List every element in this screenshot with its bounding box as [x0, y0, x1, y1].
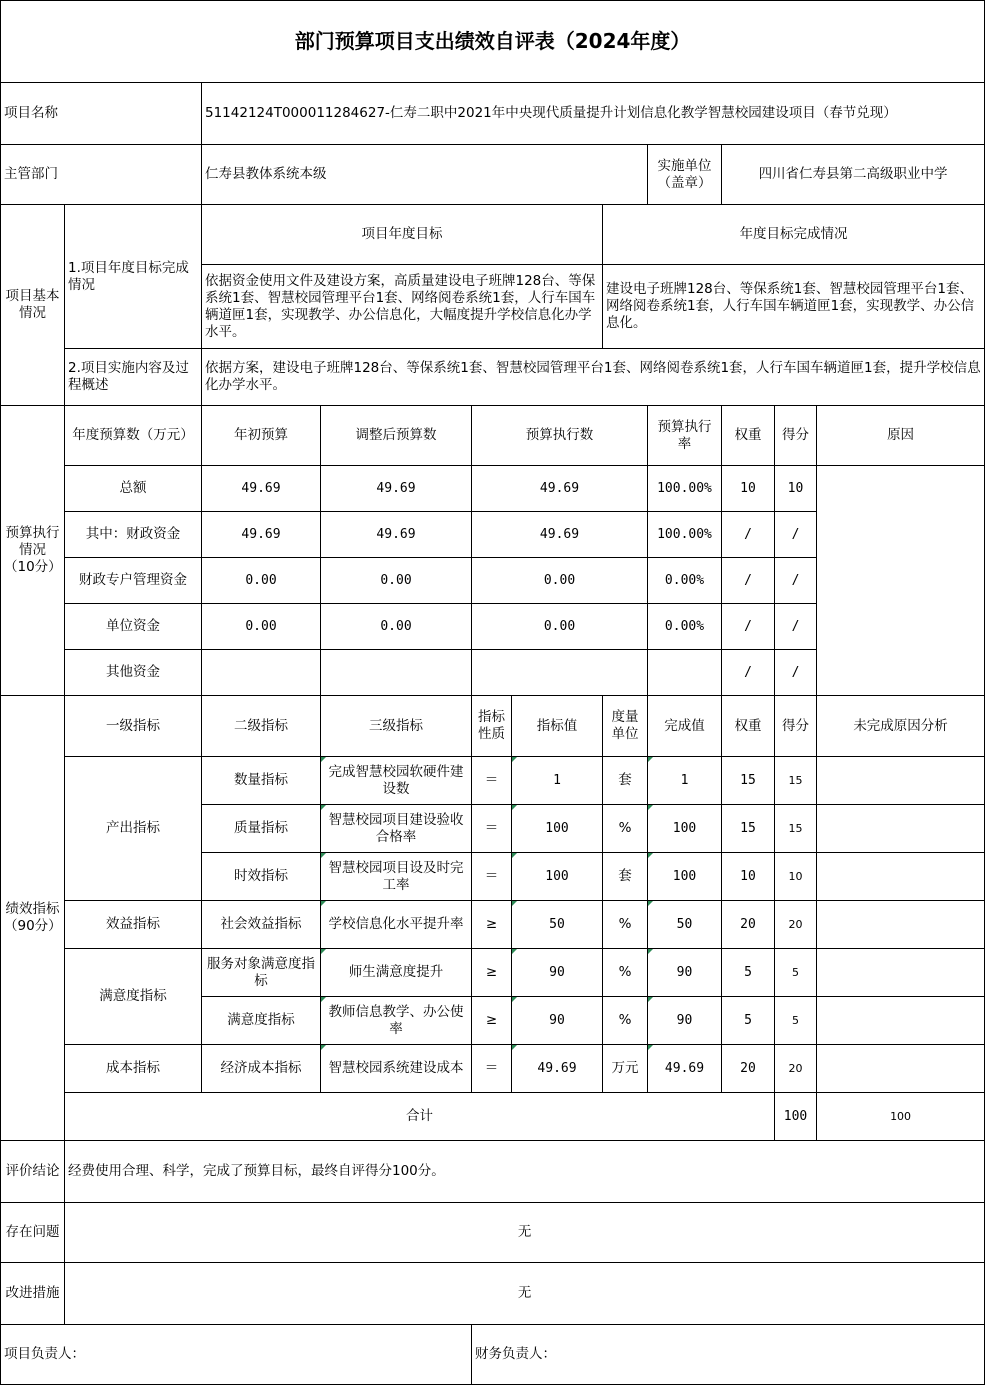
- perf-cell: 100: [512, 805, 603, 853]
- perf-cell: 社会效益指标: [202, 901, 321, 949]
- perf-cell: ＝: [472, 1045, 512, 1093]
- perf-cell: 满意度指标: [202, 997, 321, 1045]
- budget-cell: 0.00: [321, 558, 472, 604]
- perf-cell: 20: [722, 901, 775, 949]
- perf-cell: 5: [722, 997, 775, 1045]
- perf-cell: [817, 805, 985, 853]
- perf-cell: ＝: [472, 757, 512, 805]
- perf-cell: 90: [512, 997, 603, 1045]
- total-weight: 100: [775, 1093, 817, 1141]
- perf-cell: ≥: [472, 901, 512, 949]
- perf-cell: 50: [512, 901, 603, 949]
- perf-cell: 49.69: [512, 1045, 603, 1093]
- perf-cell: 10: [722, 853, 775, 901]
- budget-header: 调整后预算数: [321, 406, 472, 466]
- budget-cell: 总额: [65, 466, 202, 512]
- perf-cell: 师生满意度提升: [321, 949, 472, 997]
- perf-cell: 10: [775, 853, 817, 901]
- project-name-label: 项目名称: [1, 83, 202, 145]
- perf-cell: 经济成本指标: [202, 1045, 321, 1093]
- completion-header: 年度目标完成情况: [603, 205, 985, 265]
- budget-label: 预算执行情况（10分）: [1, 406, 65, 696]
- goal-header: 项目年度目标: [202, 205, 603, 265]
- perf-cell: [817, 1045, 985, 1093]
- perf-cell: 5: [775, 949, 817, 997]
- finance-leader-label: 财务负责人：: [472, 1325, 985, 1385]
- project-leader-label: 项目负责人：: [1, 1325, 472, 1385]
- perf-label: 绩效指标（90分）: [1, 696, 65, 1141]
- perf-cell: 49.69: [648, 1045, 722, 1093]
- perf-header: 度量单位: [603, 696, 648, 757]
- perf-cell: %: [603, 949, 648, 997]
- budget-cell: 0.00%: [648, 604, 722, 650]
- budget-cell: /: [722, 558, 775, 604]
- completion-text: 建设电子班牌128台、等保系统1套、智慧校园管理平台1套、网络阅卷系统1套，人行车国车辆道匣1套，实现教学、办公信息化。: [603, 265, 985, 349]
- perf-cell: 90: [648, 997, 722, 1045]
- perf-header: 三级指标: [321, 696, 472, 757]
- perf-cell: ≥: [472, 997, 512, 1045]
- perf-cell: %: [603, 997, 648, 1045]
- perf-cell: 100: [512, 853, 603, 901]
- budget-header: 权重: [722, 406, 775, 466]
- perf-cell: 20: [722, 1045, 775, 1093]
- perf-cell: 15: [775, 805, 817, 853]
- budget-cell: /: [722, 650, 775, 696]
- perf-cell: [817, 901, 985, 949]
- reason-cell: [817, 466, 985, 696]
- perf-cell: 智慧校园项目建设验收合格率: [321, 805, 472, 853]
- budget-header: 预算执行数: [472, 406, 648, 466]
- budget-cell: /: [775, 512, 817, 558]
- budget-cell: 0.00: [321, 604, 472, 650]
- perf-cell: %: [603, 901, 648, 949]
- dept-value: 仁寿县教体系统本级: [202, 145, 648, 205]
- perf-cell: 学校信息化水平提升率: [321, 901, 472, 949]
- budget-cell: 0.00: [472, 604, 648, 650]
- perf-row: [1, 1045, 985, 1093]
- dept-label: 主管部门: [1, 145, 202, 205]
- impl-unit-label: 实施单位（盖章）: [648, 145, 722, 205]
- perf-cell: 智慧校园系统建设成本: [321, 1045, 472, 1093]
- perf-group: 产出指标: [65, 757, 202, 901]
- perf-cell: 90: [648, 949, 722, 997]
- perf-header: 未完成原因分析: [817, 696, 985, 757]
- conclusion-text: 经费使用合理、科学，完成了预算目标，最终自评得分100分。: [65, 1141, 985, 1203]
- perf-cell: 5: [775, 997, 817, 1045]
- basic-info-label: 项目基本情况: [1, 205, 65, 406]
- perf-cell: ＝: [472, 853, 512, 901]
- perf-cell: 90: [512, 949, 603, 997]
- budget-header: 年度预算数（万元）: [65, 406, 202, 466]
- perf-cell: ≥: [472, 949, 512, 997]
- budget-cell: 49.69: [472, 466, 648, 512]
- budget-cell: 49.69: [472, 512, 648, 558]
- impl-unit-value: 四川省仁寿县第二高级职业中学: [722, 145, 985, 205]
- budget-header: 年初预算: [202, 406, 321, 466]
- perf-cell: [817, 949, 985, 997]
- perf-group: 效益指标: [65, 901, 202, 949]
- total-label: 合计: [65, 1093, 775, 1141]
- improve-text: 无: [65, 1263, 985, 1325]
- perf-cell: [817, 853, 985, 901]
- issues-text: 无: [65, 1203, 985, 1263]
- perf-header: 二级指标: [202, 696, 321, 757]
- budget-cell: 100.00%: [648, 466, 722, 512]
- budget-cell: 100.00%: [648, 512, 722, 558]
- perf-row: [1, 949, 985, 997]
- budget-cell: /: [775, 604, 817, 650]
- budget-cell: 0.00%: [648, 558, 722, 604]
- perf-cell: 时效指标: [202, 853, 321, 901]
- total-score: 100: [817, 1093, 985, 1141]
- perf-cell: 15: [722, 805, 775, 853]
- perf-cell: 15: [775, 757, 817, 805]
- perf-cell: 套: [603, 853, 648, 901]
- perf-cell: 套: [603, 757, 648, 805]
- perf-row: [1, 901, 985, 949]
- perf-group: 成本指标: [65, 1045, 202, 1093]
- page-title: 部门预算项目支出绩效自评表（2024年度）: [1, 1, 985, 83]
- perf-header: 一级指标: [65, 696, 202, 757]
- perf-cell: 服务对象满意度指标: [202, 949, 321, 997]
- budget-header: 原因: [817, 406, 985, 466]
- budget-cell: 财政专户管理资金: [65, 558, 202, 604]
- budget-cell: 单位资金: [65, 604, 202, 650]
- perf-cell: 20: [775, 1045, 817, 1093]
- perf-row: [1, 757, 985, 805]
- perf-cell: 完成智慧校园软硬件建设数: [321, 757, 472, 805]
- perf-header: 指标性质: [472, 696, 512, 757]
- content-label: 2.项目实施内容及过程概述: [65, 349, 202, 406]
- conclusion-label: 评价结论: [1, 1141, 65, 1203]
- perf-group: 满意度指标: [65, 949, 202, 1045]
- project-name: 51142124T000011284627-仁寿二职中2021年中央现代质量提升计划信息化教学智慧校园建设项目（春节兑现）: [202, 83, 985, 145]
- budget-cell: 其中：财政资金: [65, 512, 202, 558]
- perf-cell: 数量指标: [202, 757, 321, 805]
- perf-cell: 质量指标: [202, 805, 321, 853]
- budget-header: 预算执行率: [648, 406, 722, 466]
- perf-cell: 1: [648, 757, 722, 805]
- goal-label: 1.项目年度目标完成情况: [65, 205, 202, 349]
- budget-cell: /: [722, 512, 775, 558]
- perf-cell: 20: [775, 901, 817, 949]
- perf-cell: %: [603, 805, 648, 853]
- perf-cell: 100: [648, 853, 722, 901]
- perf-cell: 100: [648, 805, 722, 853]
- improve-label: 改进措施: [1, 1263, 65, 1325]
- budget-cell: [648, 650, 722, 696]
- perf-header: 权重: [722, 696, 775, 757]
- perf-header: 完成值: [648, 696, 722, 757]
- perf-cell: [817, 757, 985, 805]
- perf-cell: 5: [722, 949, 775, 997]
- content-text: 依据方案，建设电子班牌128台、等保系统1套、智慧校园管理平台1套、网络阅卷系统1套，人行车国车辆道匣1套，提升学校信息化办学水平。: [202, 349, 985, 406]
- budget-cell: /: [775, 558, 817, 604]
- perf-cell: 教师信息教学、办公使率: [321, 997, 472, 1045]
- budget-cell: 10: [775, 466, 817, 512]
- budget-cell: 0.00: [202, 558, 321, 604]
- perf-cell: ＝: [472, 805, 512, 853]
- budget-row: [1, 466, 985, 512]
- budget-cell: 49.69: [202, 466, 321, 512]
- budget-cell: [202, 650, 321, 696]
- perf-header: 指标值: [512, 696, 603, 757]
- goal-text: 依据资金使用文件及建设方案，高质量建设电子班牌128台、等保系统1套、智慧校园管理平台1套、网络阅卷系统1套，人行车国车辆道匣1套，实现教学、办公信息化，大幅度提升学校信息化办学水平。: [202, 265, 603, 349]
- budget-cell: 0.00: [202, 604, 321, 650]
- budget-cell: 0.00: [472, 558, 648, 604]
- budget-cell: 10: [722, 466, 775, 512]
- budget-cell: /: [722, 604, 775, 650]
- perf-cell: 15: [722, 757, 775, 805]
- perf-cell: 1: [512, 757, 603, 805]
- issues-label: 存在问题: [1, 1203, 65, 1263]
- budget-header: 得分: [775, 406, 817, 466]
- budget-cell: [321, 650, 472, 696]
- budget-cell: /: [775, 650, 817, 696]
- budget-cell: [472, 650, 648, 696]
- perf-cell: 智慧校园项目设及时完工率: [321, 853, 472, 901]
- budget-cell: 49.69: [321, 512, 472, 558]
- budget-cell: 49.69: [321, 466, 472, 512]
- perf-header: 得分: [775, 696, 817, 757]
- budget-cell: 其他资金: [65, 650, 202, 696]
- perf-cell: [817, 997, 985, 1045]
- perf-cell: 万元: [603, 1045, 648, 1093]
- perf-cell: 50: [648, 901, 722, 949]
- budget-cell: 49.69: [202, 512, 321, 558]
